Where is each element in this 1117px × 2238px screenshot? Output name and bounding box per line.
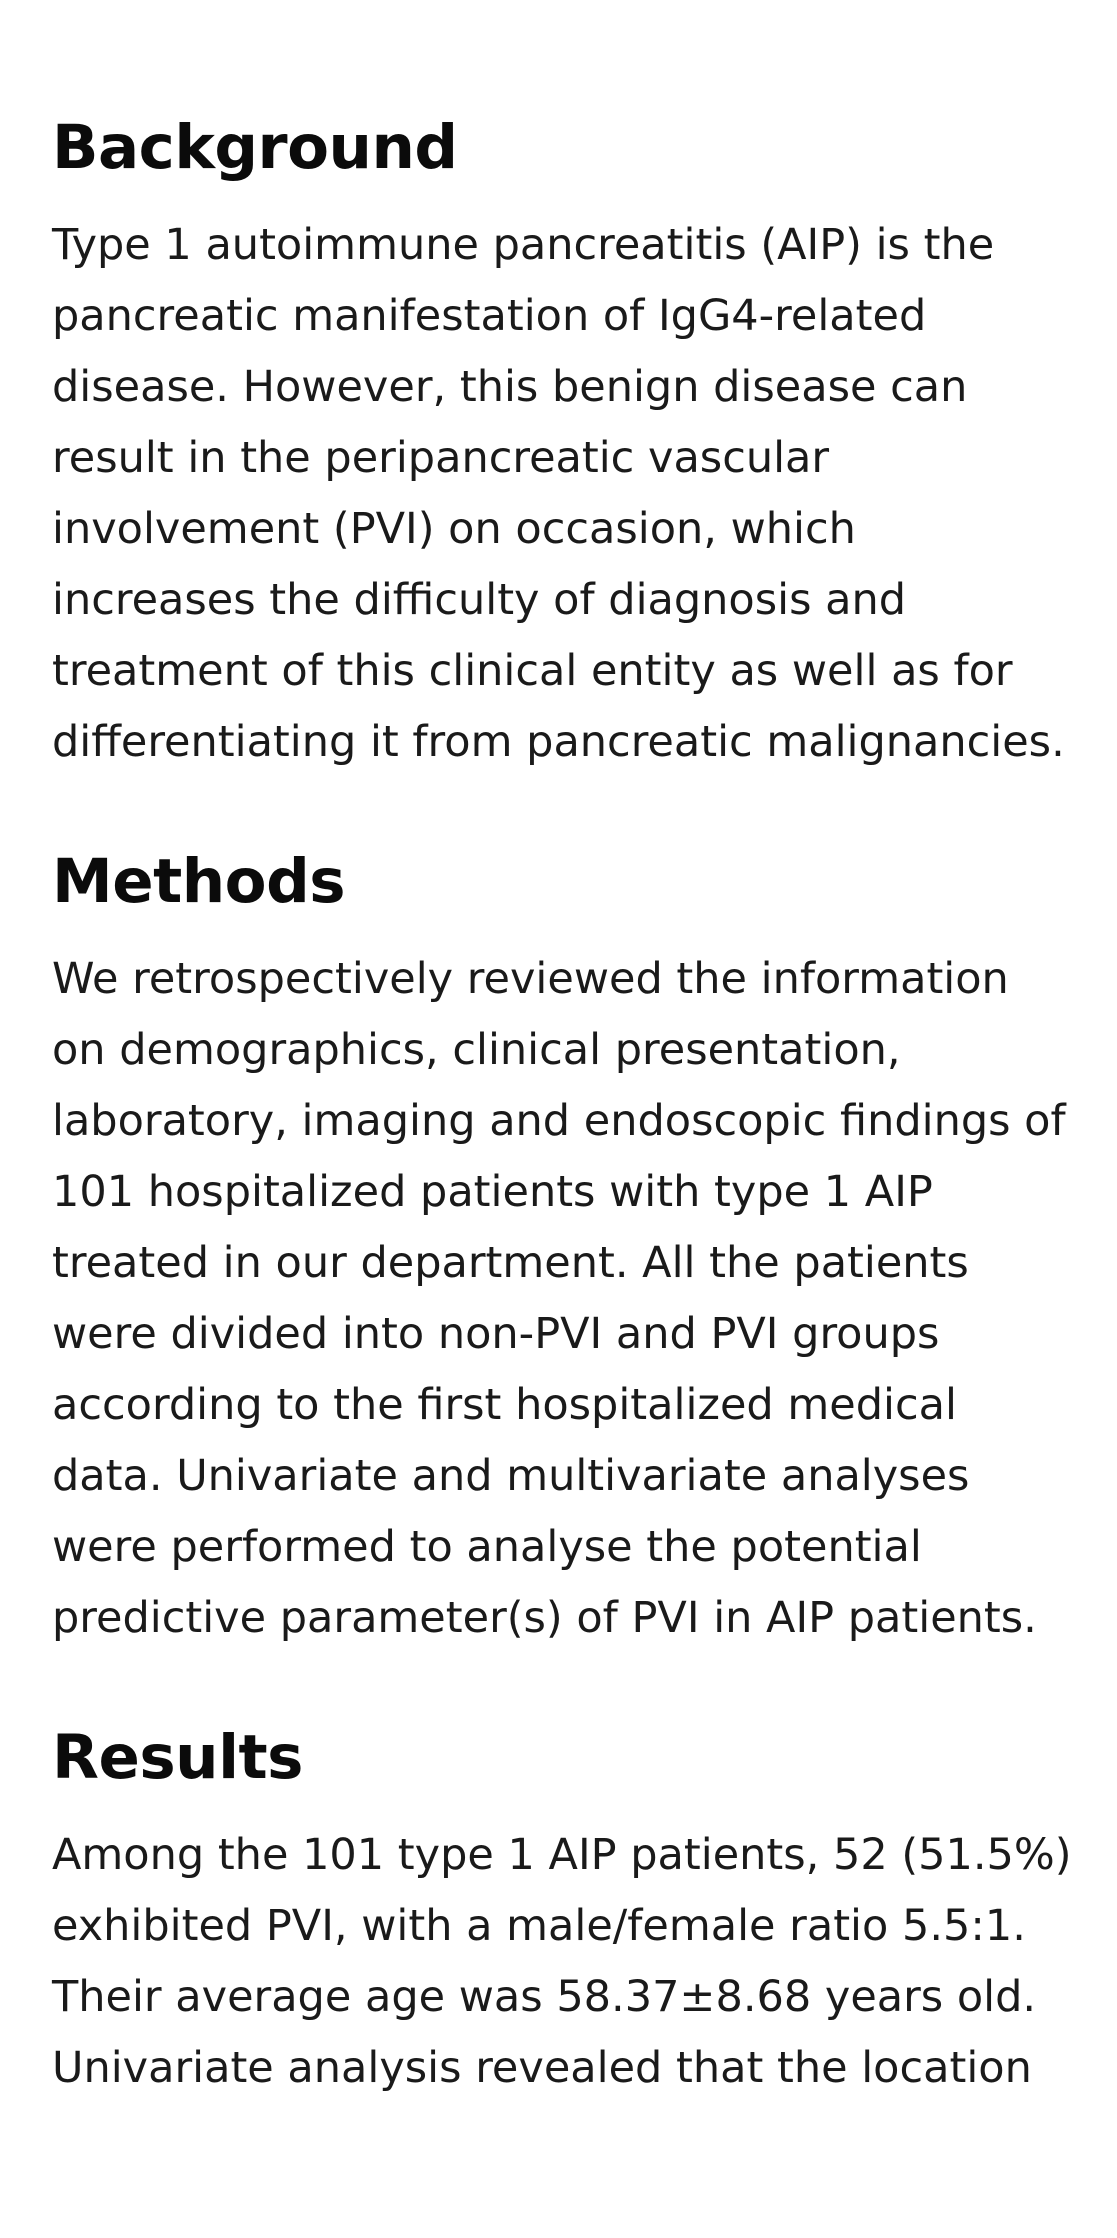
results-section: [52, 1718, 1073, 2104]
methods-section: [52, 842, 1073, 1654]
results-heading: Results: [52, 1722, 303, 1793]
results-text: Among the 101 type 1 AIP patients, 52 (51.5%) exhibited PVI, with a male/female ratio 5.5:1. Their average age was 58.37±8.68 years old. Univariate analysis revealed that the location: [52, 1830, 1072, 2093]
methods-text: We retrospectively reviewed the information on demographics, clinical presentation, laboratory, imaging and endoscopic findings of 101 hospitalized patients with type 1 AIP treated in our department. All the patients were divided into non-PVI and PVI groups according to the first hospitalized medical data. Univariate and multivariate analyses were performed to analyse the potential predictive parameter(s) of PVI in AIP patients.: [52, 954, 1066, 1643]
background-text: Type 1 autoimmune pancreatitis (AIP) is the pancreatic manifestation of IgG4-related disease. However, this benign disease can result in the peripancreatic vascular involvement (PVI) on occasion, which increases the difficulty of diagnosis and treatment of this clinical entity as well as for differentiating it from pancreatic malignancies.: [52, 220, 1065, 767]
background-heading: Background: [52, 112, 458, 183]
methods-heading: Methods: [52, 846, 346, 917]
background-section: [52, 108, 1073, 778]
